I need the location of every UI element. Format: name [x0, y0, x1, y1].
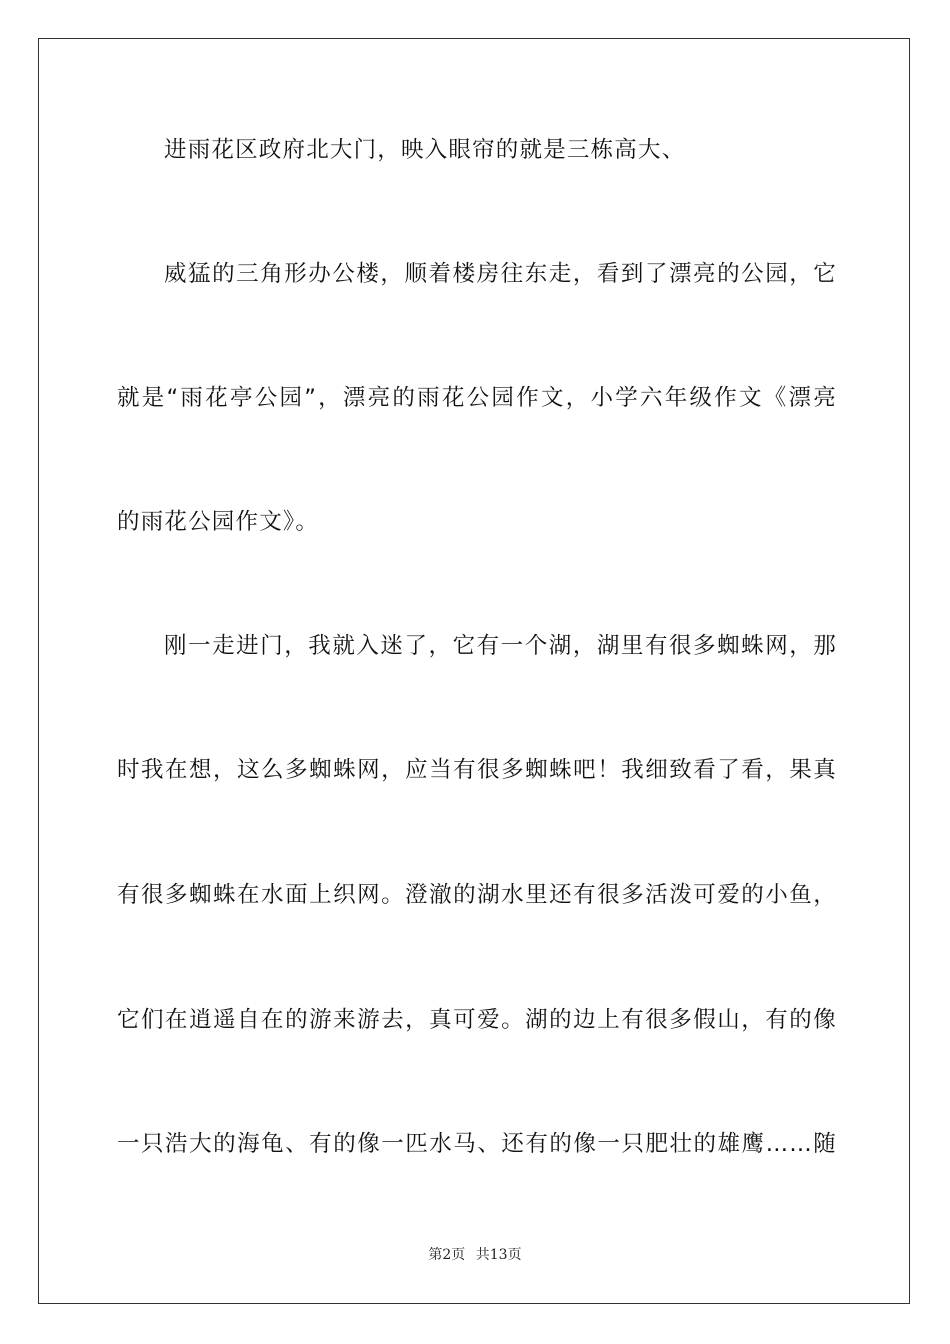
paragraph-line: 时我在想，这么多蜘蛛网，应当有很多蜘蛛吧！我细致看了看，果真 [117, 757, 837, 783]
page-frame [38, 38, 910, 1304]
total-pages: 共13页 [475, 1247, 522, 1263]
paragraph-line: 刚一走进门，我就入迷了，它有一个湖，湖里有很多蜘蛛网，那 [164, 633, 837, 659]
page-number: 第2页 [428, 1247, 466, 1263]
paragraph-line: 它们在逍遥自在的游来游去，真可爱。湖的边上有很多假山，有的像 [117, 1007, 837, 1033]
paragraph-line: 有很多蜘蛛在水面上织网。澄澈的湖水里还有很多活泼可爱的小鱼， [117, 882, 837, 908]
paragraph-line: 一只浩大的海龟、有的像一匹水马、还有的像一只肥壮的雄鹰……随 [117, 1131, 837, 1157]
paragraph-line: 就是“雨花亭公园”，漂亮的雨花公园作文，小学六年级作文《漂亮 [117, 385, 837, 411]
paragraph-line: 威猛的三角形办公楼，顺着楼房往东走，看到了漂亮的公园，它 [164, 261, 837, 287]
paragraph-line: 的雨花公园作文》。 [117, 509, 320, 535]
paragraph-line: 进雨花区政府北大门，映入眼帘的就是三栋高大、 [164, 137, 686, 163]
page-footer [0, 1245, 950, 1265]
